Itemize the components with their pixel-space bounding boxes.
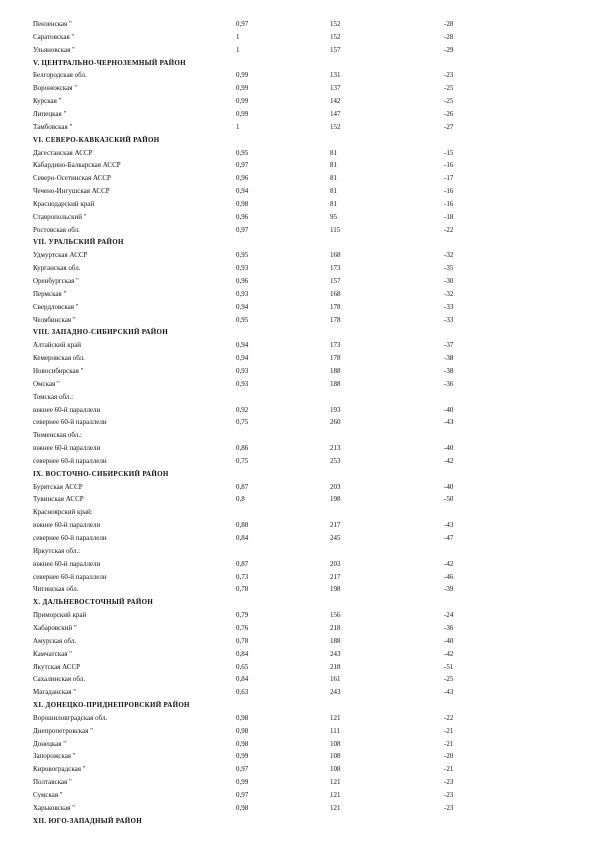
coefficient-value: 0,78 xyxy=(236,636,249,645)
region-name: Ставропольский " xyxy=(33,212,87,221)
table-row xyxy=(0,776,595,789)
coefficient-value: 0,73 xyxy=(236,572,249,581)
days-value: 81 xyxy=(330,187,337,196)
coefficient-value: 0,65 xyxy=(236,662,249,671)
days-value: 188 xyxy=(330,366,341,375)
days-value: 243 xyxy=(330,649,341,658)
temperature-value: -24 xyxy=(444,611,454,620)
region-name: Алтайский край xyxy=(33,341,82,350)
table-row xyxy=(0,262,595,275)
section-title: XII. ЮГО-ЗАПАДНЫЙ РАЙОН xyxy=(33,816,143,825)
table-row xyxy=(0,249,595,262)
table-row xyxy=(0,609,595,622)
table-row xyxy=(0,416,595,429)
table-row xyxy=(0,571,595,584)
table-row xyxy=(0,648,595,661)
temperature-value: -42 xyxy=(444,559,454,568)
coefficient-value: 0,94 xyxy=(236,341,249,350)
coefficient-value: 1 xyxy=(236,32,240,41)
coefficient-value: 0,75 xyxy=(236,456,249,465)
coefficient-value: 0,94 xyxy=(236,354,249,363)
coefficient-value: 0,95 xyxy=(236,251,249,260)
coefficient-value: 0,78 xyxy=(236,585,249,594)
temperature-value: -36 xyxy=(444,623,454,632)
days-value: 193 xyxy=(330,405,341,414)
region-name: Хабаровский " xyxy=(33,623,77,632)
region-name: Белгородская обл. xyxy=(33,71,87,80)
days-value: 152 xyxy=(330,32,341,41)
table-row xyxy=(0,378,595,391)
region-name: севернее 60-й параллели xyxy=(33,534,107,542)
table-row xyxy=(0,185,595,198)
table-row xyxy=(0,159,595,172)
region-name: севернее 60-й параллели xyxy=(33,572,107,581)
table-row xyxy=(0,44,595,57)
region-name: Сахалинская обл. xyxy=(33,675,85,684)
temperature-value: -21 xyxy=(444,726,454,735)
temperature-value: -27 xyxy=(444,122,454,131)
region-name: Тюменская обл.: xyxy=(33,431,82,440)
temperature-value: -43 xyxy=(444,521,454,530)
region-name: Кировоградская " xyxy=(33,765,86,774)
days-value: 108 xyxy=(330,739,341,748)
coefficient-value: 0,96 xyxy=(236,212,249,221)
table-row xyxy=(0,95,595,108)
region-name: Запорожская " xyxy=(33,752,76,761)
temperature-value: -43 xyxy=(444,418,454,427)
temperature-value: -40 xyxy=(444,405,454,414)
coefficient-value: 0,98 xyxy=(236,726,249,735)
coefficient-value: 0,97 xyxy=(236,765,249,774)
section-title: VIII. ЗАПАДНО-СИБИРСКИЙ РАЙОН xyxy=(33,328,169,337)
coefficient-value: 0,92 xyxy=(236,405,249,414)
table-row xyxy=(0,31,595,44)
coefficient-value: 0,99 xyxy=(236,97,249,106)
temperature-value: -40 xyxy=(444,636,454,645)
days-value: 121 xyxy=(330,791,341,799)
table-row xyxy=(0,391,595,404)
region-name: Пензенская " xyxy=(33,20,72,28)
coefficient-value: 0,97 xyxy=(236,161,249,170)
region-name: Якутская АССР xyxy=(33,662,81,671)
temperature-value: -43 xyxy=(444,688,454,697)
temperature-value: -16 xyxy=(444,161,454,170)
days-value: 217 xyxy=(330,572,341,581)
days-value: 198 xyxy=(330,585,341,594)
days-value: 157 xyxy=(330,45,341,54)
coefficient-value: 0,97 xyxy=(236,791,249,799)
region-name: Липецкая " xyxy=(33,109,67,118)
table-row xyxy=(0,622,595,635)
region-name: Пермская " xyxy=(33,289,67,298)
temperature-value: -17 xyxy=(444,174,454,183)
days-value: 81 xyxy=(330,148,337,157)
days-value: 121 xyxy=(330,713,341,722)
section-title: XI. ДОНЕЦКО-ПРИДНЕПРОВСКИЙ РАЙОН xyxy=(33,701,190,710)
region-name: Камчатская " xyxy=(33,649,73,658)
temperature-value: -21 xyxy=(444,765,454,774)
region-name: Приморский край xyxy=(33,611,87,620)
days-value: 178 xyxy=(330,302,341,311)
days-value: 203 xyxy=(330,559,341,568)
temperature-value: -20 xyxy=(444,752,454,761)
days-value: 147 xyxy=(330,109,341,118)
temperature-value: -28 xyxy=(444,32,454,41)
region-name: Кабардино-Балкарская АССР xyxy=(33,161,121,170)
region-name: южнее 60-й параллели xyxy=(33,405,101,414)
coefficient-value: 0,98 xyxy=(236,713,249,722)
temperature-value: -33 xyxy=(444,302,454,311)
days-value: 253 xyxy=(330,456,341,465)
days-value: 81 xyxy=(330,174,337,183)
table-row xyxy=(0,442,595,455)
temperature-value: -42 xyxy=(444,649,454,658)
section-title: X. ДАЛЬНЕВОСТОЧНЫЙ РАЙОН xyxy=(33,598,154,607)
temperature-value: -23 xyxy=(444,71,454,80)
table-row xyxy=(0,18,595,31)
days-value: 131 xyxy=(330,71,341,80)
coefficient-value: 0,79 xyxy=(236,611,249,620)
region-name: Донецкая " xyxy=(33,739,67,748)
days-value: 81 xyxy=(330,199,337,208)
temperature-value: -21 xyxy=(444,739,454,748)
region-name: Сумская " xyxy=(33,791,63,799)
coefficient-value: 0,76 xyxy=(236,623,249,632)
temperature-value: -47 xyxy=(444,534,454,542)
days-value: 121 xyxy=(330,803,341,812)
region-name: Новосибирская " xyxy=(33,366,84,375)
table-row xyxy=(0,802,595,815)
days-value: 178 xyxy=(330,315,341,324)
table-row xyxy=(0,725,595,738)
temperature-value: -35 xyxy=(444,264,454,273)
table-row xyxy=(0,481,595,494)
days-value: 218 xyxy=(330,662,341,671)
temperature-value: -22 xyxy=(444,713,454,722)
days-value: 121 xyxy=(330,778,341,787)
temperature-value: -23 xyxy=(444,803,454,812)
section-heading xyxy=(0,699,595,712)
coefficient-value: 0,63 xyxy=(236,688,249,697)
region-name: Иркутская обл.: xyxy=(33,546,81,555)
region-name: южнее 60-й параллели xyxy=(33,559,101,568)
table-row xyxy=(0,532,595,545)
days-value: 111 xyxy=(330,726,340,735)
region-name: Тамбовская " xyxy=(33,122,73,131)
region-name: Бурятская АССР xyxy=(33,482,83,491)
region-name: южнее 60-й параллели xyxy=(33,444,101,453)
temperature-value: -37 xyxy=(444,341,454,350)
days-value: 108 xyxy=(330,752,341,761)
table-row xyxy=(0,172,595,185)
coefficient-value: 0,95 xyxy=(236,315,249,324)
region-name: Амурская обл. xyxy=(33,636,77,645)
coefficient-value: 0,93 xyxy=(236,379,249,388)
section-title: IX. ВОСТОЧНО-СИБИРСКИЙ РАЙОН xyxy=(33,469,169,478)
region-name: Краснодарский край xyxy=(33,199,95,208)
coefficient-value: 0,87 xyxy=(236,559,249,568)
days-value: 178 xyxy=(330,354,341,363)
section-heading xyxy=(0,326,595,339)
table-row xyxy=(0,493,595,506)
region-name: севернее 60-й параллели xyxy=(33,456,107,465)
coefficient-value: 0,93 xyxy=(236,264,249,273)
region-name: севернее 60-й параллели xyxy=(33,418,107,427)
region-name: Ростовская обл. xyxy=(33,225,80,234)
temperature-value: -25 xyxy=(444,675,454,684)
table-row xyxy=(0,121,595,134)
table-row xyxy=(0,455,595,468)
coefficient-value: 0,99 xyxy=(236,71,249,80)
coefficient-value: 0,99 xyxy=(236,109,249,118)
section-heading xyxy=(0,134,595,147)
table-row xyxy=(0,288,595,301)
region-name: Ульяновская " xyxy=(33,45,75,54)
coefficient-value: 0,97 xyxy=(236,225,249,234)
days-value: 173 xyxy=(330,341,341,350)
coefficient-value: 0,94 xyxy=(236,302,249,311)
region-name: Магаданская " xyxy=(33,688,77,697)
table-row xyxy=(0,558,595,571)
table-row xyxy=(0,519,595,532)
table-row xyxy=(0,224,595,237)
days-value: 188 xyxy=(330,379,341,388)
temperature-value: -26 xyxy=(444,109,454,118)
table-row xyxy=(0,147,595,160)
coefficient-value: 0,99 xyxy=(236,84,249,93)
section-heading xyxy=(0,815,595,828)
temperature-value: -40 xyxy=(444,482,454,491)
coefficient-value: 0,75 xyxy=(236,418,249,427)
days-value: 81 xyxy=(330,161,337,170)
days-value: 168 xyxy=(330,289,341,298)
coefficient-value: 0,8 xyxy=(236,495,245,504)
temperature-value: -39 xyxy=(444,585,454,594)
days-value: 152 xyxy=(330,122,341,131)
temperature-value: -29 xyxy=(444,45,454,54)
coefficient-value: 1 xyxy=(236,45,240,54)
temperature-value: -18 xyxy=(444,212,454,221)
temperature-value: -38 xyxy=(444,354,454,363)
temperature-value: -46 xyxy=(444,572,454,581)
table-row xyxy=(0,198,595,211)
coefficient-value: 0,98 xyxy=(236,739,249,748)
region-name: Ворошиловградская обл. xyxy=(33,713,108,722)
region-name: Свердловская " xyxy=(33,302,79,311)
table-row xyxy=(0,763,595,776)
table-row xyxy=(0,712,595,725)
region-name: Полтавская " xyxy=(33,778,72,787)
coefficient-value: 0,93 xyxy=(236,289,249,298)
table-row xyxy=(0,301,595,314)
region-name: Челябинская " xyxy=(33,315,76,324)
days-value: 260 xyxy=(330,418,341,427)
days-value: 156 xyxy=(330,611,341,620)
temperature-value: -30 xyxy=(444,277,454,285)
table-row xyxy=(0,365,595,378)
days-value: 213 xyxy=(330,444,341,453)
temperature-value: -15 xyxy=(444,148,454,157)
days-value: 142 xyxy=(330,97,341,106)
temperature-value: -23 xyxy=(444,778,454,787)
days-value: 161 xyxy=(330,675,341,684)
table-row xyxy=(0,545,595,558)
region-name: южнее 60-й параллели xyxy=(33,521,101,530)
section-title: V. ЦЕНТРАЛЬНО-ЧЕРНОЗЕМНЫЙ РАЙОН xyxy=(33,58,186,67)
coefficient-value: 0,99 xyxy=(236,752,249,761)
table-row xyxy=(0,211,595,224)
coefficient-value: 0,96 xyxy=(236,277,249,285)
coefficient-value: 0,86 xyxy=(236,444,249,453)
section-title: VI. СЕВЕРО-КАВКАЗСКИЙ РАЙОН xyxy=(33,135,160,144)
table-row xyxy=(0,82,595,95)
table-row xyxy=(0,275,595,288)
temperature-value: -16 xyxy=(444,187,454,196)
temperature-value: -51 xyxy=(444,662,454,671)
region-name: Северо-Осетинская АССР xyxy=(33,174,111,183)
table-row xyxy=(0,108,595,121)
days-value: 173 xyxy=(330,264,341,273)
table-row xyxy=(0,583,595,596)
region-name: Тувинская АССР xyxy=(33,495,84,504)
table-row xyxy=(0,339,595,352)
region-name: Харьковская " xyxy=(33,803,75,812)
section-heading xyxy=(0,57,595,70)
region-name: Оренбургская " xyxy=(33,277,79,285)
temperature-value: -22 xyxy=(444,225,454,234)
days-value: 137 xyxy=(330,84,341,93)
coefficient-value: 0,84 xyxy=(236,534,249,542)
temperature-value: -33 xyxy=(444,315,454,324)
days-value: 115 xyxy=(330,225,341,234)
region-name: Омская " xyxy=(33,379,60,388)
table-row xyxy=(0,69,595,82)
region-name: Удмуртская АССР xyxy=(33,251,88,260)
region-name: Курская " xyxy=(33,97,62,106)
coefficient-value: 0,96 xyxy=(236,174,249,183)
temperature-value: -28 xyxy=(444,20,454,28)
days-value: 203 xyxy=(330,482,341,491)
region-name: Воронежская " xyxy=(33,84,78,93)
coefficient-value: 0,84 xyxy=(236,649,249,658)
temperature-value: -42 xyxy=(444,456,454,465)
coefficient-value: 0,84 xyxy=(236,675,249,684)
region-name: Чечено-Ингушская АССР xyxy=(33,187,110,196)
coefficient-value: 0,95 xyxy=(236,148,249,157)
region-name: Днепропетровская " xyxy=(33,726,93,735)
coefficient-value: 1 xyxy=(236,122,240,131)
section-title: VII. УРАЛЬСКИЙ РАЙОН xyxy=(33,238,124,247)
coefficient-value: 0,88 xyxy=(236,521,249,530)
days-value: 168 xyxy=(330,251,341,260)
region-name: Курганская обл. xyxy=(33,264,81,273)
days-value: 198 xyxy=(330,495,341,504)
temperature-value: -50 xyxy=(444,495,454,504)
days-value: 243 xyxy=(330,688,341,697)
temperature-value: -32 xyxy=(444,289,454,298)
table-row xyxy=(0,686,595,699)
section-heading xyxy=(0,236,595,249)
coefficient-value: 0,94 xyxy=(236,187,249,196)
table-row xyxy=(0,789,595,802)
region-name: Томская обл.: xyxy=(33,392,74,401)
table-row xyxy=(0,314,595,327)
section-heading xyxy=(0,468,595,481)
coefficient-value: 0,99 xyxy=(236,778,249,787)
region-name: Читинская обл. xyxy=(33,585,79,594)
temperature-value: -40 xyxy=(444,444,454,453)
table-row xyxy=(0,635,595,648)
coefficient-value: 0,98 xyxy=(236,199,249,208)
table-row xyxy=(0,738,595,751)
days-value: 188 xyxy=(330,636,341,645)
days-value: 152 xyxy=(330,20,341,28)
table-row xyxy=(0,404,595,417)
region-name: Дагестанская АССР xyxy=(33,148,93,157)
temperature-value: -25 xyxy=(444,97,454,106)
days-value: 245 xyxy=(330,534,341,542)
table-row xyxy=(0,352,595,365)
days-value: 157 xyxy=(330,277,341,285)
days-value: 95 xyxy=(330,212,337,221)
table-row xyxy=(0,429,595,442)
table-row xyxy=(0,673,595,686)
days-value: 217 xyxy=(330,521,341,530)
temperature-value: -23 xyxy=(444,791,454,799)
region-name: Кемеровская обл. xyxy=(33,354,85,363)
region-name: Саратовская " xyxy=(33,32,75,41)
section-heading xyxy=(0,596,595,609)
temperature-value: -25 xyxy=(444,84,454,93)
table-row xyxy=(0,506,595,519)
days-value: 108 xyxy=(330,765,341,774)
table-row xyxy=(0,661,595,674)
region-name: Красноярский край: xyxy=(33,508,93,517)
temperature-value: -38 xyxy=(444,366,454,375)
temperature-value: -36 xyxy=(444,379,454,388)
coefficient-value: 0,93 xyxy=(236,366,249,375)
temperature-value: -16 xyxy=(444,199,454,208)
temperature-value: -32 xyxy=(444,251,454,260)
coefficient-value: 0,97 xyxy=(236,20,249,28)
coefficient-value: 0,87 xyxy=(236,482,249,491)
coefficient-value: 0,98 xyxy=(236,803,249,812)
days-value: 218 xyxy=(330,623,341,632)
table-row xyxy=(0,750,595,763)
